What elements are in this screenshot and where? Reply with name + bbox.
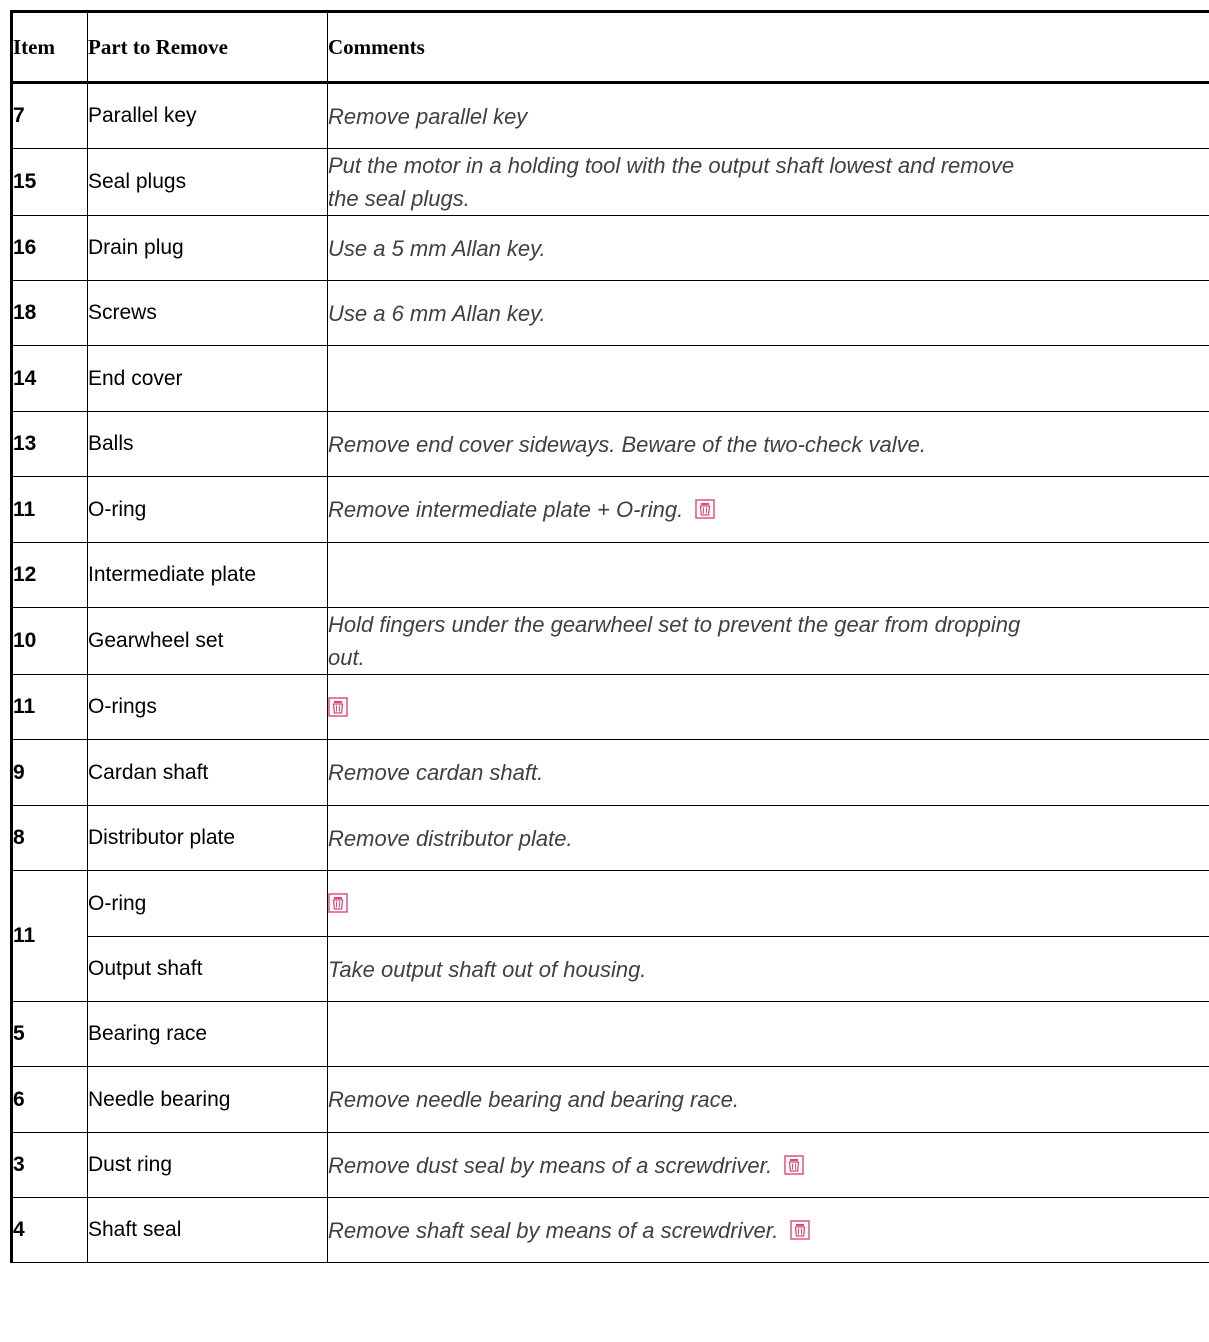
table-row xyxy=(12,543,1209,608)
item-number: 9 xyxy=(12,740,88,806)
comment-cell xyxy=(328,346,1209,412)
part-name: Shaft seal xyxy=(88,1198,328,1263)
comment-cell xyxy=(328,806,1209,871)
table-row xyxy=(12,149,1209,216)
part-name: Dust ring xyxy=(88,1133,328,1198)
comment-text-line2: out. xyxy=(328,645,365,670)
header-comments: Comments xyxy=(328,12,1209,83)
item-number: 16 xyxy=(12,216,88,281)
comment-cell xyxy=(328,937,1209,1002)
comment-text: Remove end cover sideways. Beware of the two-check valve. xyxy=(328,431,926,457)
comment-text: Use a 6 mm Allan key. xyxy=(328,300,546,326)
comment-text: Remove distributor plate. xyxy=(328,825,573,851)
table-row xyxy=(12,608,1209,675)
table-row xyxy=(12,1198,1209,1263)
parts-removal-table xyxy=(10,10,1209,1263)
header-item: Item xyxy=(12,12,88,83)
part-name: Balls xyxy=(88,412,328,477)
comment-cell xyxy=(328,1002,1209,1067)
item-number: 18 xyxy=(12,281,88,346)
comment-cell xyxy=(328,740,1209,806)
header-part-to-remove: Part to Remove xyxy=(88,12,328,83)
discard-icon xyxy=(790,1220,810,1240)
comment-cell xyxy=(328,1133,1209,1198)
comment-text: Remove intermediate plate + O-ring. xyxy=(328,497,684,522)
item-number: 5 xyxy=(12,1002,88,1067)
table-row xyxy=(12,346,1209,412)
comment-cell xyxy=(328,871,1209,937)
part-name: Output shaft xyxy=(88,937,328,1002)
item-number: 7 xyxy=(12,83,88,149)
item-number: 14 xyxy=(12,346,88,412)
discard-icon xyxy=(328,697,348,717)
comment-cell xyxy=(328,608,1209,675)
part-name: Bearing race xyxy=(88,1002,328,1067)
item-number: 15 xyxy=(12,149,88,216)
table-row xyxy=(12,1067,1209,1133)
item-number: 12 xyxy=(12,543,88,608)
comment-text: Remove cardan shaft. xyxy=(328,760,544,785)
comment-text: Remove shaft seal by means of a screwdriver. xyxy=(328,1217,779,1243)
part-name: Intermediate plate xyxy=(88,543,328,608)
comment-cell xyxy=(328,477,1209,543)
comment-text: Use a 5 mm Allan key. xyxy=(328,235,546,261)
comment-text: Remove parallel key xyxy=(328,103,528,129)
comment-text: Take output shaft out of housing. xyxy=(328,956,647,982)
item-number: 11 xyxy=(12,477,88,543)
table-row xyxy=(12,412,1209,477)
table-row xyxy=(12,1002,1209,1067)
part-name: Gearwheel set xyxy=(88,608,328,675)
part-name: End cover xyxy=(88,346,328,412)
discard-icon xyxy=(695,499,715,519)
item-number: 13 xyxy=(12,412,88,477)
comment-text-line2: the seal plugs. xyxy=(328,186,470,211)
item-number: 6 xyxy=(12,1067,88,1133)
part-name: O-rings xyxy=(88,675,328,740)
table-header-row xyxy=(12,12,1209,83)
comment-cell xyxy=(328,281,1209,346)
part-name: Drain plug xyxy=(88,216,328,281)
table-row xyxy=(12,281,1209,346)
comment-cell xyxy=(328,1198,1209,1263)
part-name: Seal plugs xyxy=(88,149,328,216)
comment-text: Hold fingers under the gearwheel set to prevent the gear from dropping xyxy=(328,612,1021,637)
table-row xyxy=(12,1133,1209,1198)
discard-icon xyxy=(328,893,348,913)
table-row xyxy=(12,806,1209,871)
table-row xyxy=(12,216,1209,281)
table-row xyxy=(12,871,1209,937)
comment-cell xyxy=(328,1067,1209,1133)
comment-cell xyxy=(328,412,1209,477)
table-row xyxy=(12,477,1209,543)
comment-cell xyxy=(328,83,1209,149)
table-row xyxy=(12,740,1209,806)
item-number: 8 xyxy=(12,806,88,871)
comment-text: Put the motor in a holding tool with the output shaft lowest and remove xyxy=(328,153,1015,178)
part-name: O-ring xyxy=(88,871,328,937)
table-row xyxy=(12,937,1209,1002)
comment-cell xyxy=(328,543,1209,608)
comment-cell xyxy=(328,149,1209,216)
item-number: 10 xyxy=(12,608,88,675)
part-name: Parallel key xyxy=(88,83,328,149)
part-name: Needle bearing xyxy=(88,1067,328,1133)
part-name: Screws xyxy=(88,281,328,346)
discard-icon xyxy=(784,1155,804,1175)
table-row xyxy=(12,675,1209,740)
comment-cell xyxy=(328,216,1209,281)
comment-text: Remove needle bearing and bearing race. xyxy=(328,1087,739,1112)
part-name: Cardan shaft xyxy=(88,740,328,806)
table-row xyxy=(12,83,1209,149)
item-number: 3 xyxy=(12,1133,88,1198)
part-name: O-ring xyxy=(88,477,328,543)
part-name: Distributor plate xyxy=(88,806,328,871)
item-number: 11 xyxy=(12,871,88,1002)
item-number: 4 xyxy=(12,1198,88,1263)
comment-text: Remove dust seal by means of a screwdriver. xyxy=(328,1152,773,1178)
item-number: 11 xyxy=(12,675,88,740)
comment-cell xyxy=(328,675,1209,740)
